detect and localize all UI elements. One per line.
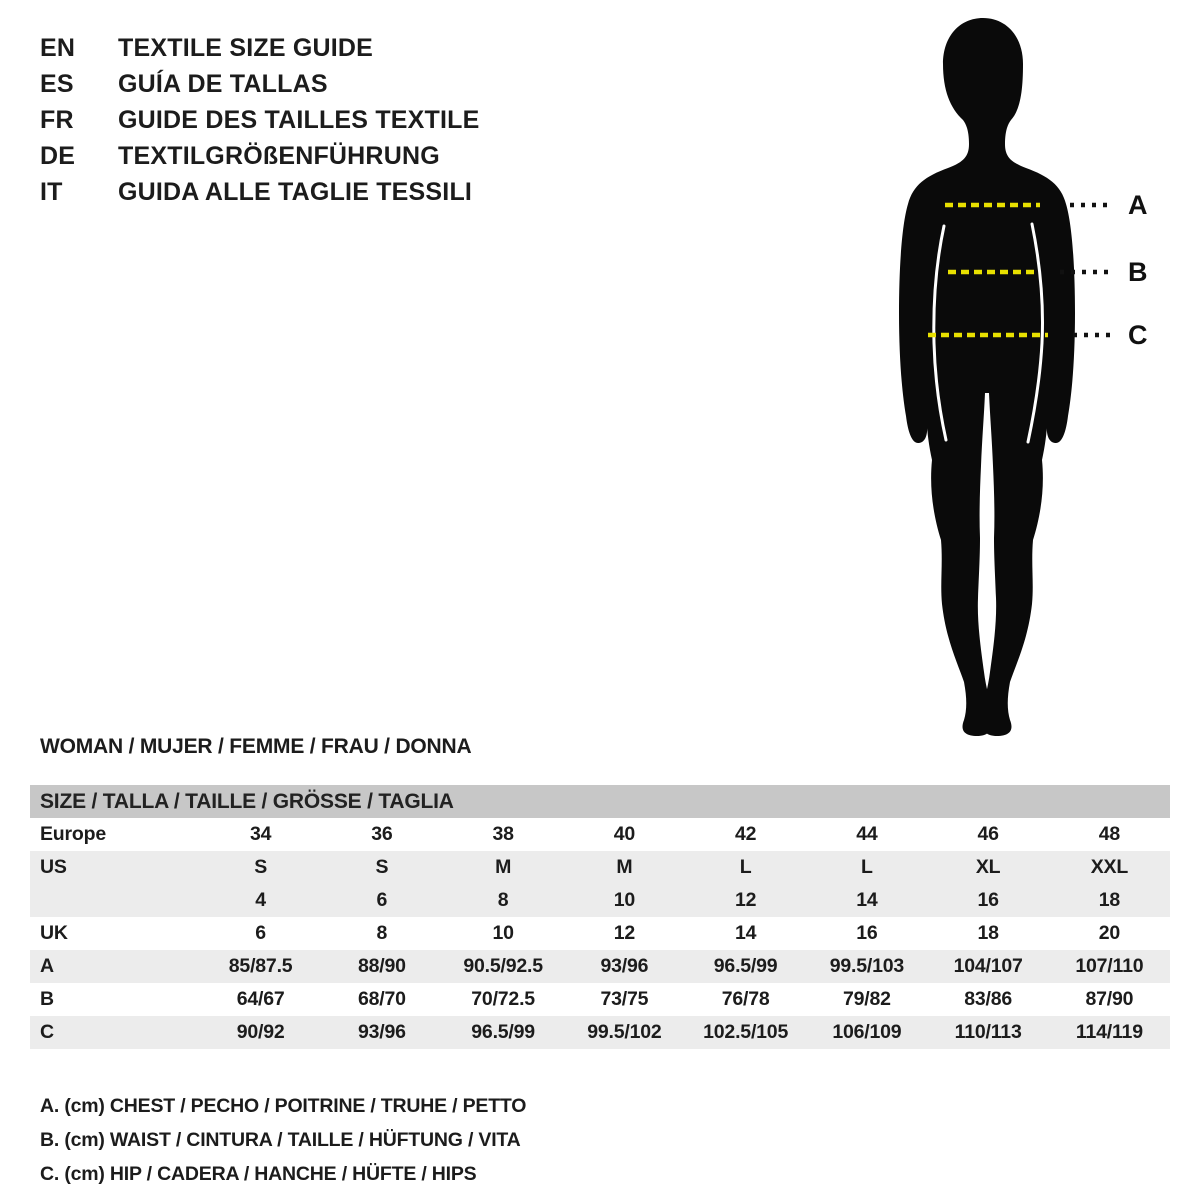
size-cell: 6 [376, 889, 388, 911]
size-cell: 96.5/99 [471, 1021, 535, 1043]
size-cell: 14 [856, 889, 878, 911]
size-cell: 38 [492, 823, 514, 845]
language-code: IT [40, 178, 63, 206]
size-cell: 90.5/92.5 [463, 955, 543, 977]
table-row-uk [30, 917, 1170, 950]
size-cell: 46 [977, 823, 999, 845]
row-label: C [40, 1021, 54, 1043]
row-label: Europe [40, 823, 106, 845]
size-cell: 93/96 [600, 955, 649, 977]
size-cell: 64/67 [236, 988, 285, 1010]
size-cell: 4 [255, 889, 266, 911]
size-cell: 8 [376, 922, 388, 944]
size-cell: 68/70 [357, 988, 406, 1010]
size-cell: S [375, 856, 389, 878]
legend-line-chest: A. (cm) CHEST / PECHO / POITRINE / TRUHE / PETTO [40, 1095, 527, 1117]
size-cell: 90/92 [236, 1021, 285, 1043]
row-label: UK [40, 922, 68, 944]
size-cell: 14 [734, 922, 757, 944]
size-cell: 79/82 [842, 988, 891, 1010]
legend-line-waist: B. (cm) WAIST / CINTURA / TAILLE / HÜFTUNG / VITA [40, 1129, 521, 1151]
table-header: SIZE / TALLA / TAILLE / GRÖSSE / TAGLIA [30, 785, 1170, 818]
size-cell: 85/87.5 [228, 955, 293, 977]
measurement-legend [40, 1089, 526, 1191]
size-cell: 76/78 [721, 988, 770, 1010]
row-label [30, 884, 200, 917]
size-cell: 12 [613, 922, 636, 944]
size-cell: 18 [977, 922, 999, 944]
size-cell: 8 [497, 889, 509, 911]
hip-marker-label: C [1128, 320, 1148, 350]
size-cell: 107/110 [1075, 955, 1144, 977]
language-title: TEXTILGRÖßENFÜHRUNG [118, 142, 440, 170]
size-cell: 12 [734, 889, 757, 911]
size-cell: 88/90 [357, 955, 406, 977]
row-label: B [40, 988, 54, 1010]
table-row-chest [30, 950, 1170, 983]
size-cell: 16 [977, 889, 999, 911]
size-cell: 36 [371, 823, 393, 845]
size-cell: 10 [613, 889, 636, 911]
size-cell: 96.5/99 [713, 955, 778, 977]
table-row-us-letters [30, 851, 1170, 884]
size-cell: 16 [856, 922, 878, 944]
size-cell: 40 [613, 823, 636, 845]
size-cell: 83/86 [964, 988, 1013, 1010]
language-title: TEXTILE SIZE GUIDE [118, 34, 374, 62]
size-cell: 106/109 [832, 1021, 902, 1043]
size-cell: 10 [492, 922, 514, 944]
size-cell: 102.5/105 [703, 1021, 789, 1043]
size-cell: 99.5/102 [587, 1021, 662, 1043]
size-cell: 20 [1098, 922, 1121, 944]
size-cell: XXL [1090, 856, 1129, 878]
language-title: GUIDA ALLE TAGLIE TESSILI [118, 178, 473, 206]
chest-marker-label: A [1128, 190, 1148, 220]
legend-line-hip: C. (cm) HIP / CADERA / HANCHE / HÜFTE / HIPS [40, 1163, 477, 1185]
size-cell: 99.5/103 [829, 955, 905, 977]
size-cell: L [739, 856, 752, 878]
woman-silhouette [899, 18, 1075, 736]
language-code: FR [40, 106, 74, 134]
table-row-us-numbers [30, 884, 1170, 917]
size-cell: M [616, 856, 633, 878]
language-list [40, 30, 480, 210]
silhouette-svg [880, 8, 1180, 748]
size-cell: XL [975, 856, 1001, 878]
size-table [30, 785, 1170, 1049]
language-title: GUÍA DE TALLAS [118, 70, 328, 98]
size-cell: L [861, 856, 873, 878]
row-label: A [40, 955, 54, 977]
size-cell: 70/72.5 [471, 988, 535, 1010]
size-cell: 73/75 [600, 988, 649, 1010]
size-cell: 87/90 [1085, 988, 1134, 1010]
size-cell: 48 [1098, 823, 1121, 845]
language-code: EN [40, 34, 76, 62]
language-title: GUIDE DES TAILLES TEXTILE [118, 106, 480, 134]
size-cell: 44 [856, 823, 878, 845]
table-row-hip [30, 1016, 1170, 1049]
size-cell: 110/113 [954, 1021, 1022, 1043]
table-row-europe [30, 818, 1170, 851]
language-code: DE [40, 142, 76, 170]
size-cell: 114/119 [1075, 1021, 1143, 1043]
size-cell: 34 [249, 823, 272, 845]
size-cell: 42 [734, 823, 757, 845]
waist-marker-label: B [1128, 257, 1148, 287]
size-cell: 18 [1098, 889, 1121, 911]
size-cell: 93/96 [357, 1021, 406, 1043]
size-cell: 6 [255, 922, 266, 944]
row-label: US [40, 856, 67, 878]
size-cell: M [495, 856, 512, 878]
measurement-figure [880, 8, 1180, 748]
section-title: WOMAN / MUJER / FEMME / FRAU / DONNA [40, 735, 472, 758]
table-row-waist [30, 983, 1170, 1016]
size-cell: 104/107 [953, 955, 1023, 977]
language-code: ES [40, 70, 74, 98]
size-cell: S [254, 856, 268, 878]
